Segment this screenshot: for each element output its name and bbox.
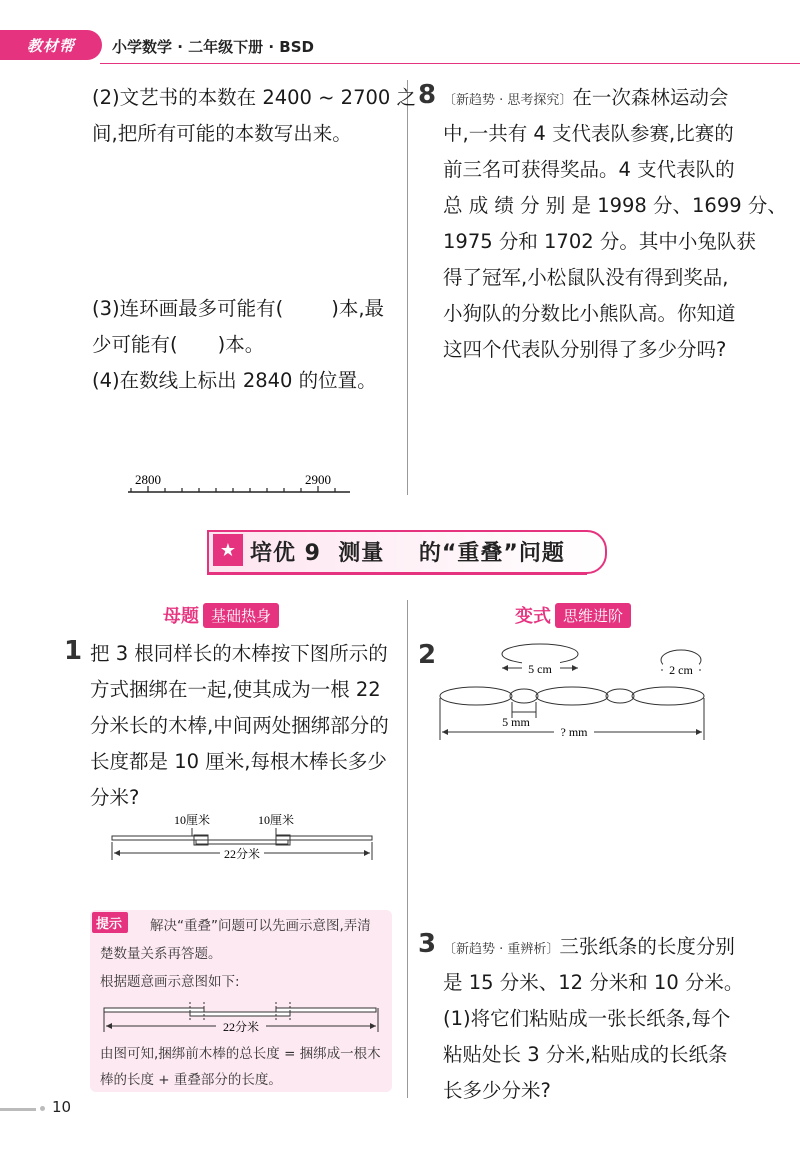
tip-conclusion-0: 由图可知,捆绑前木棒的总长度 = 捆绑成一根木 xyxy=(100,1046,381,1062)
tip-line-1: 楚数量关系再答题。 xyxy=(100,946,222,962)
question-1-line-4: 分米? xyxy=(90,786,140,809)
sub-heading-left-title: 母题 xyxy=(163,606,199,627)
question-8-line-7: 这四个代表队分别得了多少分吗? xyxy=(443,338,727,361)
question-8-line-3: 总 成 绩 分 别 是 1998 分、1699 分、 xyxy=(443,194,787,217)
question-8-line-6: 小狗队的分数比小熊队高。你知道 xyxy=(443,302,736,325)
tip-total-label: 22分米 xyxy=(222,1020,260,1034)
q3-line2-b: )本。 xyxy=(217,333,265,356)
q3-line2 xyxy=(92,327,264,363)
number-line-label-2800: 2800 xyxy=(135,472,161,487)
question-8-number: 8 xyxy=(418,80,437,110)
q2-line2: 间,把所有可能的本数写出来。 xyxy=(92,122,352,145)
big-ring-label: 5 cm xyxy=(528,662,552,676)
question-1-number: 1 xyxy=(64,636,83,666)
section-banner-underline xyxy=(207,572,587,575)
question-3-line-1: 是 15 分米、12 分米和 10 分米。 xyxy=(443,971,744,994)
q3-line1-b: )本,最 xyxy=(331,297,385,320)
unknown-total-label: ? mm xyxy=(560,725,588,739)
header-rule xyxy=(100,63,800,64)
q3-line2-a: 少可能有( xyxy=(92,333,178,356)
overlap-label-right: 10厘米 xyxy=(257,813,295,827)
q4-line: (4)在数线上标出 2840 的位置。 xyxy=(92,369,377,392)
tip-line-2: 根据题意画示意图如下: xyxy=(100,974,240,990)
sub-heading-left-tag: 基础热身 xyxy=(203,603,279,628)
question-3-number: 3 xyxy=(418,929,437,959)
section-title: 培优 9 测量 的“重叠”问题 xyxy=(250,541,565,566)
question-8-tag: 〔新趋势 · 思考探究〕 xyxy=(443,93,573,108)
question-3-line-4: 长多少分米? xyxy=(443,1079,551,1102)
question-1-line-1: 方式捆绑在一起,使其成为一根 22 xyxy=(90,678,381,701)
column-divider-bottom xyxy=(407,600,408,1098)
page-dot xyxy=(40,1106,45,1111)
question-1-line-2: 分米长的木棒,中间两处捆绑部分的 xyxy=(90,714,389,737)
page-bar xyxy=(0,1108,36,1111)
total-length-label: 22分米 xyxy=(223,847,261,861)
question-3-line-2: (1)将它们粘贴成一张长纸条,每个 xyxy=(443,1007,731,1030)
tip-figure xyxy=(96,996,388,1036)
column-divider-top xyxy=(407,80,408,495)
question-8-line-0 xyxy=(443,80,728,119)
star-icon: ★ xyxy=(213,534,243,566)
number-line-label-2900: 2900 xyxy=(305,472,331,487)
header-tag xyxy=(0,30,102,60)
question-3-line-3: 粘贴处长 3 分米,粘贴成的长纸条 xyxy=(443,1043,728,1066)
question-8-line-1: 中,一共有 4 支代表队参赛,比赛的 xyxy=(443,122,734,145)
stick-figure xyxy=(100,808,390,868)
question-2-number: 2 xyxy=(418,640,437,670)
q3-line1-a: (3)连环画最多可能有( xyxy=(92,297,284,320)
question-8-line-5: 得了冠军,小松鼠队没有得到奖品, xyxy=(443,266,729,289)
question-8-line-4: 1975 分和 1702 分。其中小兔队获 xyxy=(443,230,756,253)
gap-label: 5 mm xyxy=(502,715,530,729)
question-3-tag: 〔新趋势 · 重辨析〕 xyxy=(443,942,560,957)
small-ring-label: 2 cm xyxy=(669,663,693,677)
ring-chain-figure xyxy=(436,636,718,746)
question-8-line-0-text: 在一次森林运动会 xyxy=(572,86,729,109)
big-ring-sample xyxy=(502,644,578,664)
tip-label: 提示 xyxy=(92,912,128,933)
overlap-label-left: 10厘米 xyxy=(173,813,211,827)
question-8-line-2: 前三名可获得奖品。4 支代表队的 xyxy=(443,158,735,181)
sub-heading-right-tag: 思维进阶 xyxy=(555,603,631,628)
page-number: 10 xyxy=(52,1098,72,1116)
question-1-line-3: 长度都是 10 厘米,每根木棒长多少 xyxy=(90,750,387,773)
tip-line-0: 解决“重叠”问题可以先画示意图,弄清 xyxy=(150,918,371,934)
q2-line1: (2)文艺书的本数在 2400 ~ 2700 之 xyxy=(92,86,417,109)
header-title: 小学数学 · 二年级下册 · BSD xyxy=(112,38,314,56)
header-tag-label: 教材帮 xyxy=(26,36,75,55)
number-line-figure xyxy=(120,466,360,500)
sub-heading-left xyxy=(163,602,279,628)
question-3-line-0 xyxy=(443,929,735,968)
question-3-line-0-text: 三张纸条的长度分别 xyxy=(559,935,735,958)
stick-2 xyxy=(196,840,288,844)
question-1-line-0: 把 3 根同样长的木棒按下图所示的 xyxy=(90,642,388,665)
tip-conclusion-1: 棒的长度 + 重叠部分的长度。 xyxy=(100,1072,282,1088)
sub-heading-right-title: 变式 xyxy=(515,606,551,627)
q3-line1 xyxy=(92,291,384,327)
sub-heading-right xyxy=(515,602,631,628)
